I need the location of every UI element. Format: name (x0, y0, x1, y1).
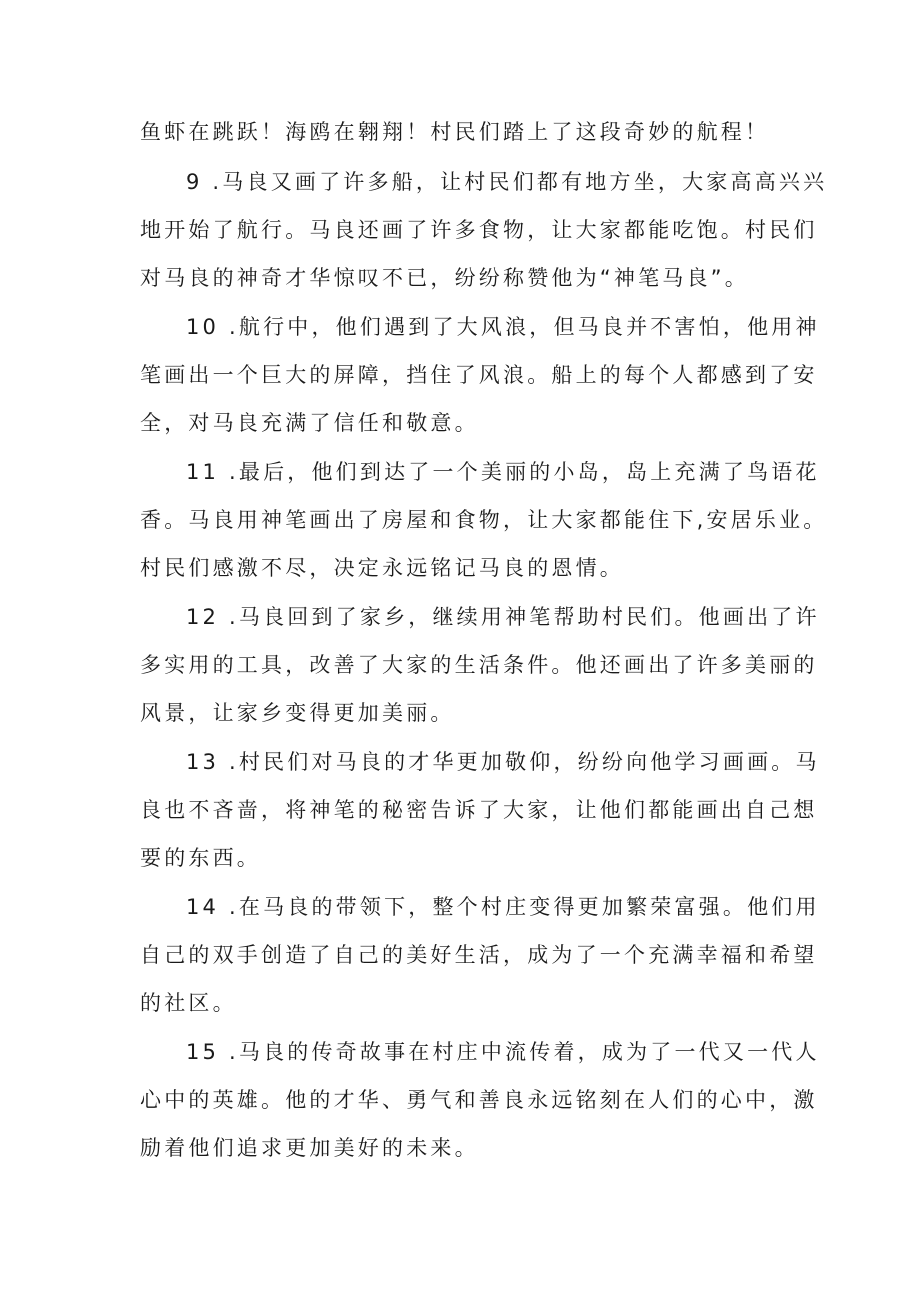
text-line: 全，对马良充满了信任和敬意。 (140, 411, 479, 435)
text-line: 良也不吝啬，将神笔的秘密告诉了大家，让他们都能画出自己想 (140, 798, 818, 822)
paragraph-12-line-1: 12 .马良回到了家乡，继续用神笔帮助村民们。他画出了许 (186, 605, 820, 629)
paragraph-11-line-1: 11 .最后，他们到达了一个美丽的小岛，岛上充满了鸟语花 (186, 460, 820, 484)
text-line: 要的东西。 (140, 846, 261, 870)
text-line: 对马良的神奇才华惊叹不已，纷纷称赞他为“神笔马良”。 (140, 266, 749, 290)
text-line: 笔画出一个巨大的屏障，挡住了风浪。船上的每个人都感到了安 (140, 363, 818, 387)
text-line: 地开始了航行。马良还画了许多食物，让大家都能吃饱。村民们 (140, 218, 818, 242)
text-line: 多实用的工具，改善了大家的生活条件。他还画出了许多美丽的 (140, 653, 818, 677)
text-line: 鱼虾在跳跃！海鸥在翱翔！村民们踏上了这段奇妙的航程！ (140, 120, 770, 144)
text-line: 心中的英雄。他的才华、勇气和善良永远铭刻在人们的心中，激 (140, 1088, 818, 1112)
text-line: 风景，让家乡变得更加美丽。 (140, 701, 455, 725)
paragraph-14-line-1: 14 .在马良的带领下，整个村庄变得更加繁荣富强。他们用 (186, 895, 820, 919)
text-line: 励着他们追求更加美好的未来。 (140, 1136, 479, 1160)
text-line: 村民们感激不尽，决定永远铭记马良的恩情。 (140, 556, 624, 580)
text-line: 香。马良用神笔画出了房屋和食物，让大家都能住下,安居乐业。 (140, 508, 828, 532)
paragraph-9-line-1: 9 .马良又画了许多船，让村民们都有地方坐，大家高高兴兴 (186, 170, 828, 194)
text-line: 自己的双手创造了自己的美好生活，成为了一个充满幸福和希望 (140, 943, 818, 967)
text-line: 的社区。 (140, 991, 237, 1015)
paragraph-13-line-1: 13 .村民们对马良的才华更加敬仰，纷纷向他学习画画。马 (186, 750, 820, 774)
paragraph-15-line-1: 15 .马良的传奇故事在村庄中流传着，成为了一代又一代人 (186, 1040, 820, 1064)
paragraph-10-line-1: 10 .航行中，他们遇到了大风浪，但马良并不害怕，他用神 (186, 315, 820, 339)
